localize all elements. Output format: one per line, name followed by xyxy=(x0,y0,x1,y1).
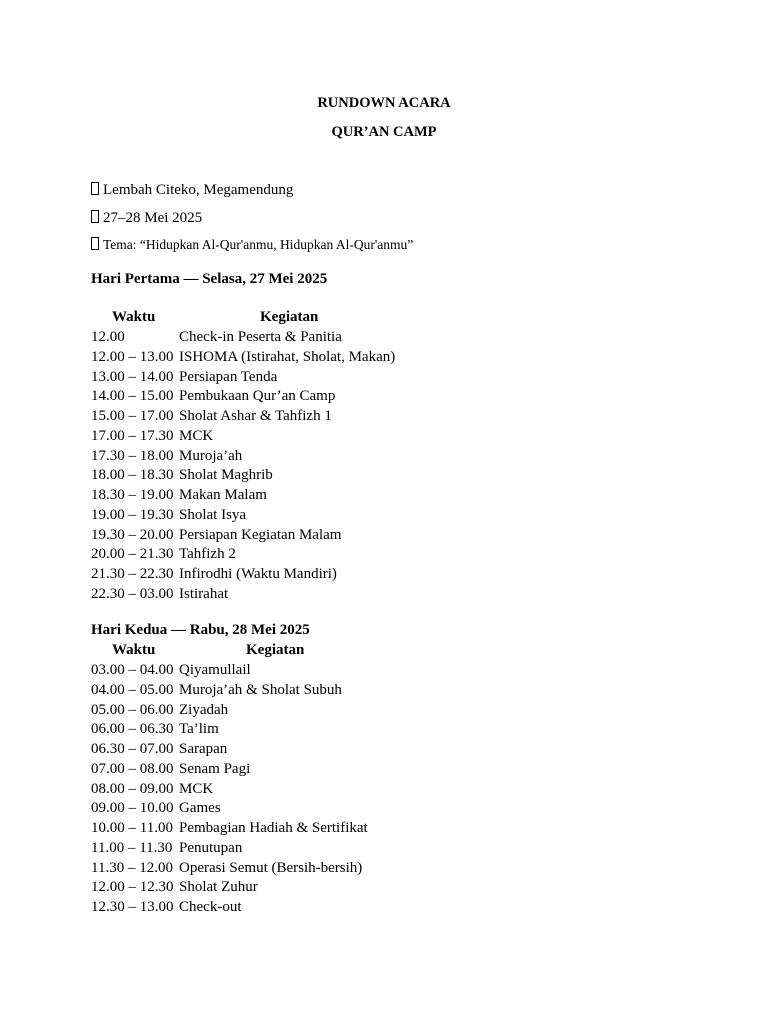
document-subtitle: QUR’AN CAMP xyxy=(331,124,437,140)
schedule-row xyxy=(91,661,691,681)
row-activity: Qiyamullail xyxy=(179,662,251,678)
row-time: 05.00 – 06.00 xyxy=(91,701,174,718)
row-activity: Senam Pagi xyxy=(179,760,251,777)
row-activity: MCK xyxy=(179,780,214,797)
schedule-row xyxy=(91,780,691,800)
date-line xyxy=(91,209,202,228)
schedule-row xyxy=(91,447,691,467)
row-time: 12.00 – 13.00 xyxy=(91,348,174,365)
row-activity: Ziyadah xyxy=(179,701,229,718)
row-activity: Sarapan xyxy=(179,741,228,758)
row-time: 20.00 – 21.30 xyxy=(91,546,174,563)
schedule-row xyxy=(91,427,691,447)
schedule-row xyxy=(91,387,691,407)
row-activity: Operasi Semut (Bersih-bersih) xyxy=(179,859,363,876)
row-activity: Sholat Isya xyxy=(179,506,247,523)
row-time: 18.00 – 18.30 xyxy=(91,467,174,484)
schedule-row xyxy=(91,740,691,760)
row-activity: Check-out xyxy=(179,899,242,916)
row-activity: Pembagian Hadiah & Sertifikat xyxy=(179,820,368,837)
row-time: 11.30 – 12.00 xyxy=(91,859,173,876)
location-line xyxy=(91,181,293,200)
day2-schedule xyxy=(91,661,691,918)
document-title: RUNDOWN ACARA xyxy=(317,95,451,111)
schedule-row xyxy=(91,720,691,740)
row-time: 07.00 – 08.00 xyxy=(91,760,174,777)
day1-heading: Hari Pertama — Selasa, 27 Mei 2025 xyxy=(91,271,328,287)
schedule-row xyxy=(91,466,691,486)
schedule-row xyxy=(91,681,691,701)
day2-col-time: Waktu xyxy=(112,642,156,658)
row-time: 22.30 – 03.00 xyxy=(91,585,174,602)
row-time: 19.00 – 19.30 xyxy=(91,506,174,523)
row-time: 09.00 – 10.00 xyxy=(91,800,174,817)
row-activity: MCK xyxy=(179,427,214,444)
row-time: 17.00 – 17.30 xyxy=(91,427,174,444)
row-activity: Games xyxy=(179,800,221,817)
row-activity: Sholat Ashar & Tahfizh 1 xyxy=(179,408,332,425)
row-time: 10.00 – 11.00 xyxy=(91,820,173,837)
schedule-row xyxy=(91,859,691,879)
date-text: 27–28 Mei 2025 xyxy=(103,210,203,226)
row-time: 08.00 – 09.00 xyxy=(91,780,174,797)
theme-line xyxy=(91,235,413,254)
schedule-row xyxy=(91,701,691,721)
schedule-row xyxy=(91,819,691,839)
row-time: 19.30 – 20.00 xyxy=(91,526,174,543)
day1-col-time: Waktu xyxy=(112,309,156,325)
row-time: 15.00 – 17.00 xyxy=(91,408,174,425)
row-activity: Muroja’ah & Sholat Subuh xyxy=(179,681,342,698)
day2-heading: Hari Kedua — Rabu, 28 Mei 2025 xyxy=(91,622,310,638)
row-activity: Muroja’ah xyxy=(179,447,243,464)
schedule-row xyxy=(91,839,691,859)
location-text: Lembah Citeko, Megamendung xyxy=(103,182,294,198)
theme-label: Tema: xyxy=(103,237,137,252)
row-time: 13.00 – 14.00 xyxy=(91,368,174,385)
row-activity: Tahfizh 2 xyxy=(179,546,236,563)
schedule-row xyxy=(91,898,691,918)
row-activity: Persiapan Tenda xyxy=(179,368,278,385)
row-activity: Persiapan Kegiatan Malam xyxy=(179,526,342,543)
row-time: 12.30 – 13.00 xyxy=(91,899,174,916)
row-time: 17.30 – 18.00 xyxy=(91,447,174,464)
row-time: 06.30 – 07.00 xyxy=(91,741,174,758)
row-activity: Infirodhi (Waktu Mandiri) xyxy=(179,566,337,583)
row-time: 03.00 – 04.00 xyxy=(91,662,174,678)
row-activity: Penutupan xyxy=(179,839,243,856)
schedule-row xyxy=(91,545,691,565)
schedule-row xyxy=(91,407,691,427)
schedule-row xyxy=(91,565,691,585)
schedule-row xyxy=(91,760,691,780)
theme-text: “Hidupkan Al-Qur'anmu, Hidupkan Al-Qur'anmu” xyxy=(139,237,414,252)
row-time: 14.00 – 15.00 xyxy=(91,388,174,405)
schedule-row xyxy=(91,328,691,348)
row-time: 12.00 – 12.30 xyxy=(91,879,174,896)
calendar-icon xyxy=(91,210,99,223)
schedule-row xyxy=(91,368,691,388)
row-activity: Pembukaan Qur’an Camp xyxy=(179,388,336,405)
row-activity: Makan Malam xyxy=(179,487,267,504)
schedule-row xyxy=(91,506,691,526)
row-time: 21.30 – 22.30 xyxy=(91,566,174,583)
row-activity: Istirahat xyxy=(179,585,229,602)
day1-col-activity: Kegiatan xyxy=(260,309,319,325)
schedule-row xyxy=(91,799,691,819)
row-time: 06.00 – 06.30 xyxy=(91,721,174,738)
row-activity: Ta’lim xyxy=(179,721,219,738)
schedule-row xyxy=(91,348,691,368)
row-activity: Sholat Zuhur xyxy=(179,879,258,896)
schedule-row xyxy=(91,585,691,605)
row-time: 18.30 – 19.00 xyxy=(91,487,174,504)
row-time: 12.00 xyxy=(91,329,125,345)
location-icon xyxy=(91,182,99,195)
row-time: 04.00 – 05.00 xyxy=(91,681,174,698)
schedule-row xyxy=(91,878,691,898)
day2-col-activity: Kegiatan xyxy=(246,642,305,658)
schedule-row xyxy=(91,486,691,506)
row-activity: Sholat Maghrib xyxy=(179,467,273,484)
theme-icon xyxy=(91,237,99,250)
day1-schedule xyxy=(91,328,691,605)
row-activity: Check-in Peserta & Panitia xyxy=(179,329,342,345)
schedule-row xyxy=(91,526,691,546)
row-activity: ISHOMA (Istirahat, Sholat, Makan) xyxy=(179,348,396,365)
row-time: 11.00 – 11.30 xyxy=(91,839,173,856)
